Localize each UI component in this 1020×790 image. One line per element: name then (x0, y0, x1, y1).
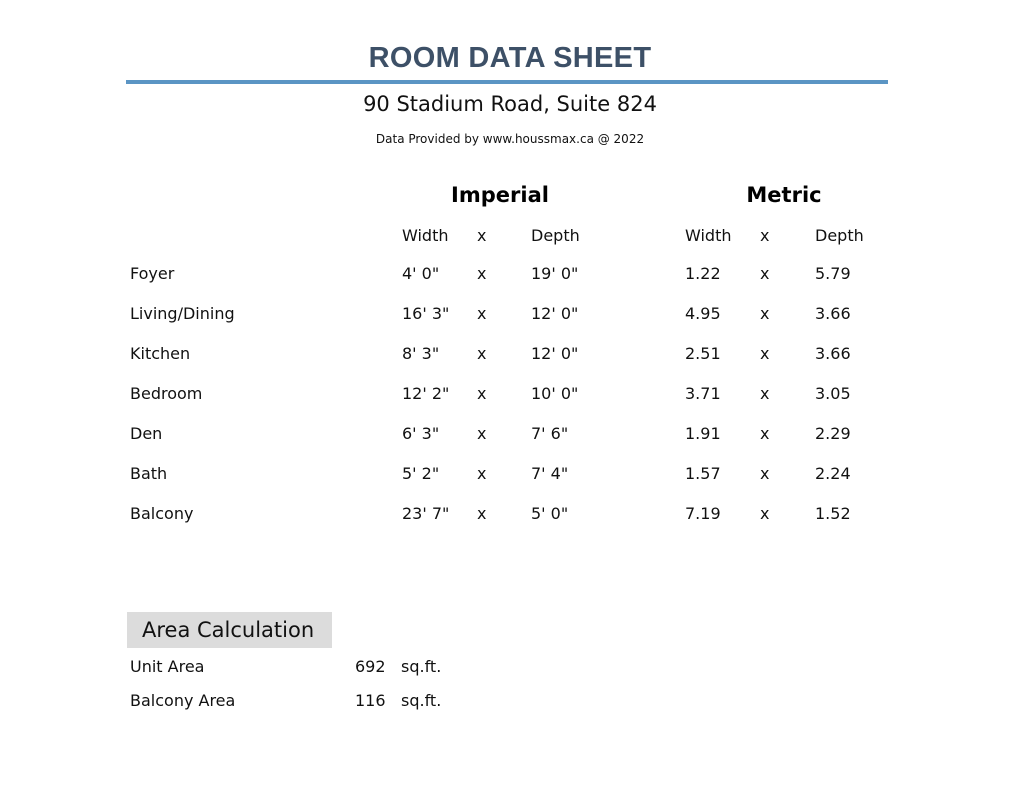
imperial-times-header: x (477, 226, 487, 245)
metric-depth: 2.29 (815, 424, 851, 443)
room-name: Bath (130, 464, 168, 483)
imperial-width: 5' 2" (402, 464, 440, 483)
metric-depth: 3.05 (815, 384, 851, 403)
page-title: ROOM DATA SHEET (368, 42, 652, 74)
imperial-times: x (477, 464, 487, 483)
metric-times: x (760, 384, 770, 403)
imperial-times: x (477, 504, 487, 523)
area-value: 116 (355, 691, 386, 710)
metric-width: 1.57 (685, 464, 721, 483)
imperial-depth: 19' 0" (531, 264, 579, 283)
metric-heading: Metric (746, 183, 822, 207)
area-unit: sq.ft. (401, 691, 442, 710)
title-divider (126, 80, 888, 84)
metric-depth: 2.24 (815, 464, 851, 483)
room-name: Living/Dining (130, 304, 235, 323)
room-name: Balcony (130, 504, 194, 523)
imperial-depth: 5' 0" (531, 504, 569, 523)
metric-times: x (760, 424, 770, 443)
imperial-width-header: Width (402, 226, 449, 245)
metric-width-header: Width (685, 226, 732, 245)
imperial-depth: 12' 0" (531, 344, 579, 363)
metric-times-header: x (760, 226, 770, 245)
imperial-depth: 10' 0" (531, 384, 579, 403)
area-label: Unit Area (130, 657, 205, 676)
metric-depth: 3.66 (815, 344, 851, 363)
property-address: 90 Stadium Road, Suite 824 (363, 92, 657, 116)
imperial-depth: 7' 6" (531, 424, 569, 443)
metric-depth: 3.66 (815, 304, 851, 323)
imperial-width: 23' 7" (402, 504, 450, 523)
imperial-width: 6' 3" (402, 424, 440, 443)
metric-depth: 5.79 (815, 264, 851, 283)
imperial-width: 8' 3" (402, 344, 440, 363)
room-name: Foyer (130, 264, 175, 283)
metric-width: 1.22 (685, 264, 721, 283)
metric-width: 3.71 (685, 384, 721, 403)
metric-width: 1.91 (685, 424, 721, 443)
metric-width: 2.51 (685, 344, 721, 363)
imperial-width: 12' 2" (402, 384, 450, 403)
imperial-width: 16' 3" (402, 304, 450, 323)
imperial-times: x (477, 384, 487, 403)
data-provider-note: Data Provided by www.houssmax.ca @ 2022 (375, 132, 645, 146)
metric-times: x (760, 304, 770, 323)
imperial-heading: Imperial (451, 183, 549, 207)
imperial-width: 4' 0" (402, 264, 440, 283)
room-name: Bedroom (130, 384, 203, 403)
metric-depth: 1.52 (815, 504, 851, 523)
area-value: 692 (355, 657, 386, 676)
imperial-depth-header: Depth (531, 226, 580, 245)
room-name: Den (130, 424, 163, 443)
metric-times: x (760, 464, 770, 483)
imperial-times: x (477, 264, 487, 283)
metric-times: x (760, 264, 770, 283)
area-label: Balcony Area (130, 691, 236, 710)
imperial-depth: 12' 0" (531, 304, 579, 323)
area-calculation-heading: Area Calculation (127, 612, 332, 648)
metric-times: x (760, 504, 770, 523)
metric-width: 7.19 (685, 504, 721, 523)
metric-depth-header: Depth (815, 226, 864, 245)
metric-width: 4.95 (685, 304, 721, 323)
metric-times: x (760, 344, 770, 363)
imperial-depth: 7' 4" (531, 464, 569, 483)
area-unit: sq.ft. (401, 657, 442, 676)
imperial-times: x (477, 424, 487, 443)
room-name: Kitchen (130, 344, 191, 363)
imperial-times: x (477, 344, 487, 363)
imperial-times: x (477, 304, 487, 323)
